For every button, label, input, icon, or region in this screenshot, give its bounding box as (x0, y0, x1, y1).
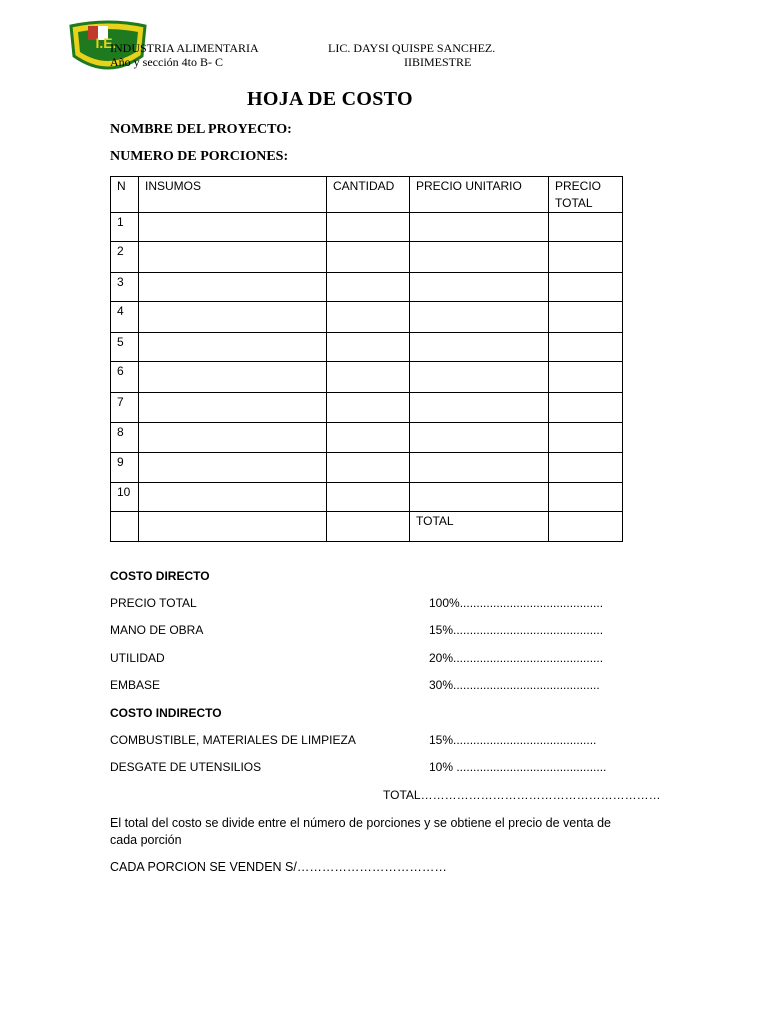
cantidad-cell[interactable] (327, 213, 410, 242)
row-number: 1 (111, 213, 139, 242)
logo-text: I.E. (95, 35, 117, 51)
precio-unitario-cell[interactable] (410, 242, 549, 273)
table-row (111, 302, 623, 333)
table-row (111, 362, 623, 393)
precio-total-cell[interactable] (549, 362, 623, 393)
precio-unitario-cell[interactable] (410, 362, 549, 393)
cantidad-cell[interactable] (327, 362, 410, 393)
table-row (111, 213, 623, 242)
cantidad-cell[interactable] (327, 393, 410, 423)
precio-unitario-cell[interactable] (410, 273, 549, 302)
total-label: TOTAL (410, 512, 549, 542)
col-header-n: N (111, 177, 139, 213)
cantidad-cell[interactable] (327, 302, 410, 333)
cost-label: UTILIDAD (110, 651, 165, 665)
precio-unitario-cell[interactable] (410, 213, 549, 242)
col-header-cantidad: CANTIDAD (327, 177, 410, 213)
period-label: IIBIMESTRE (404, 55, 472, 69)
row-number: 8 (111, 423, 139, 453)
sale-price-line: CADA PORCION SE VENDEN S/……………………………… (110, 860, 447, 874)
col-header-precio-unitario: PRECIO UNITARIO (410, 177, 549, 213)
cost-label: DESGATE DE UTENSILIOS (110, 760, 262, 774)
insumo-cell[interactable] (139, 453, 327, 483)
precio-total-cell[interactable] (549, 393, 623, 423)
cantidad-cell[interactable] (327, 333, 410, 362)
row-number: 2 (111, 242, 139, 273)
row-number: 10 (111, 483, 139, 512)
cost-label: EMBASE (110, 678, 161, 692)
precio-total-cell[interactable] (549, 242, 623, 273)
project-name-field: NOMBRE DEL PROYECTO: (110, 122, 292, 137)
table-row (111, 453, 623, 483)
row-number: 4 (111, 302, 139, 333)
cost-value: 100%........................................... (429, 596, 604, 610)
precio-total-cell[interactable] (549, 213, 623, 242)
page-title: HOJA DE COSTO (247, 88, 413, 110)
row-number: 7 (111, 393, 139, 423)
table-row (111, 393, 623, 423)
course-name: INDUSTRIA ALIMENTARIA (110, 41, 259, 55)
table-row (111, 333, 623, 362)
note-paragraph: El total del costo se divide entre el número de porciones y se obtiene el precio de venta de cada porción (110, 816, 612, 847)
insumo-cell[interactable] (139, 273, 327, 302)
precio-total-cell[interactable] (549, 483, 623, 512)
precio-unitario-cell[interactable] (410, 302, 549, 333)
row-number: 6 (111, 362, 139, 393)
precio-total-cell[interactable] (549, 333, 623, 362)
cantidad-cell[interactable] (327, 453, 410, 483)
portions-field: NUMERO DE PORCIONES: (110, 149, 289, 164)
col-header-precio-total: PRECIO TOTAL (549, 177, 623, 213)
insumo-cell[interactable] (139, 213, 327, 242)
insumo-cell[interactable] (139, 362, 327, 393)
precio-unitario-cell[interactable] (410, 483, 549, 512)
insumo-cell[interactable] (139, 302, 327, 333)
precio-unitario-cell[interactable] (410, 333, 549, 362)
cost-label: MANO DE OBRA (110, 623, 204, 637)
costs-total: TOTAL…………………………………………………… (383, 788, 661, 802)
cantidad-cell[interactable] (327, 483, 410, 512)
cantidad-cell[interactable] (327, 273, 410, 302)
section-label: Año y sección 4to B- C (110, 55, 223, 69)
row-number: 5 (111, 333, 139, 362)
cost-value: 15%........................................... (429, 733, 597, 747)
precio-unitario-cell[interactable] (410, 453, 549, 483)
cost-value: 20%............................................. (429, 651, 604, 665)
col-header-insumos: INSUMOS (139, 177, 327, 213)
insumo-cell[interactable] (139, 242, 327, 273)
precio-total-cell[interactable] (549, 302, 623, 333)
precio-unitario-cell[interactable] (410, 393, 549, 423)
cost-value: 15%............................................. (429, 623, 604, 637)
costo-directo-heading: COSTO DIRECTO (110, 569, 210, 583)
costo-indirecto-heading: COSTO INDIRECTO (110, 706, 222, 720)
insumo-cell[interactable] (139, 393, 327, 423)
insumo-cell[interactable] (139, 423, 327, 453)
table-header-row (111, 177, 623, 213)
precio-total-cell[interactable] (549, 423, 623, 453)
cantidad-cell[interactable] (327, 242, 410, 273)
table-row (111, 242, 623, 273)
table-total-row (111, 512, 623, 542)
cost-label: PRECIO TOTAL (110, 596, 197, 610)
insumo-cell[interactable] (139, 483, 327, 512)
cost-table (110, 176, 623, 542)
table-row (111, 423, 623, 453)
insumo-cell[interactable] (139, 333, 327, 362)
precio-unitario-cell[interactable] (410, 423, 549, 453)
table-row (111, 273, 623, 302)
cost-label: COMBUSTIBLE, MATERIALES DE LIMPIEZA (110, 733, 356, 747)
row-number: 9 (111, 453, 139, 483)
total-cell[interactable] (549, 512, 623, 542)
row-number: 3 (111, 273, 139, 302)
cost-value: 30%............................................ (429, 678, 600, 692)
table-row (111, 483, 623, 512)
precio-total-cell[interactable] (549, 273, 623, 302)
precio-total-cell[interactable] (549, 453, 623, 483)
cost-value: 10% ............................................. (429, 760, 607, 774)
cantidad-cell[interactable] (327, 423, 410, 453)
teacher-name: LIC. DAYSI QUISPE SANCHEZ. (328, 41, 496, 55)
